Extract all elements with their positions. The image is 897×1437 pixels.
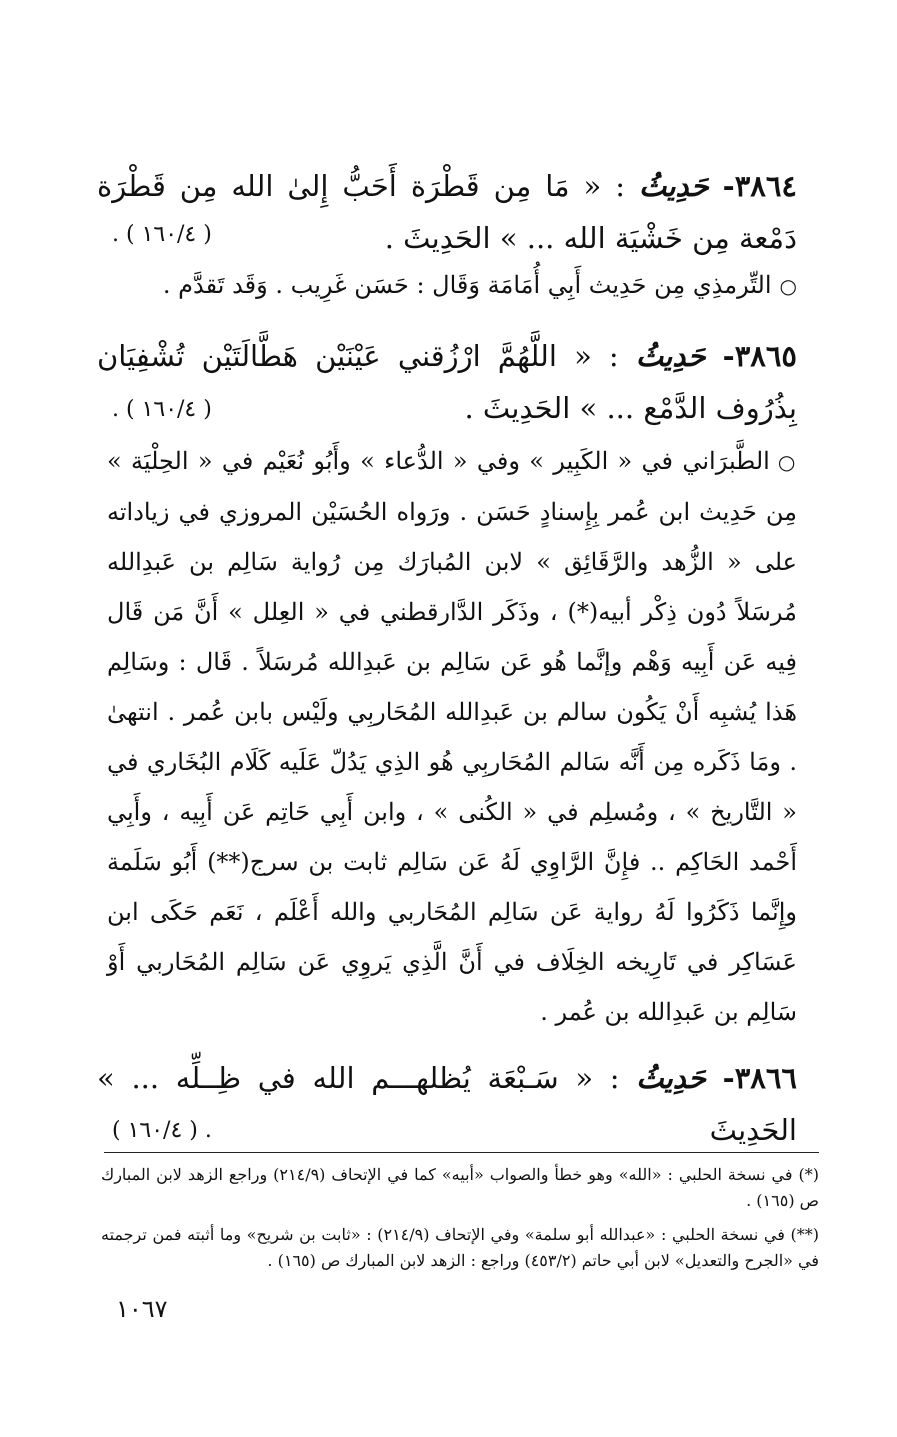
hadith-keyword: حَدِيثُ bbox=[636, 1061, 706, 1095]
page-number: ١٠٦٧ bbox=[116, 1295, 168, 1323]
hadith-text: : « سَـبْعَة يُظلهـــم الله في ظِــلِّه ... » الحَدِيثَ bbox=[97, 1061, 797, 1147]
commentary-3864 bbox=[107, 260, 797, 311]
entry-number: ٣٨٦٥- bbox=[722, 339, 798, 373]
entry-number: ٣٨٦٦- bbox=[722, 1061, 797, 1095]
commentary-text: الطَّبرَاني في « الكَبِير » وفي « الدُّعاء » وأَبُو نُعَيْم في « الحِلْيَة » مِن حَدِيث ابن عُمر بِإِسنادٍ حَسَن . ورَواه الحُسَيْن المروزي في زياداته على « الزُّهد والرَّقَائِق » لابن المُبارَك مِن رُواية سَالِم بن عَبدِالله مُرسَلاً دُون ذِكْر أبيه(*) ، وذَكَر الدَّارقطني في « العِلل » أَنَّ مَن قَال فِيه عَن أَبِيه وَهْم وإنَّما هُو عَن سَالِم بن عَبدِالله مُرسَلاً . قَال : وسَالِم هَذا يُشبِه أَنْ يَكُون سالم بن عَبدِالله المُحَاربِي ولَيْس بابن عُمر . انتهىٰ . ومَا ذَكَره مِن أَنَّه سَالم المُحَاربِي هُو الذِي يَدُلّ عَلَيه كَلَام البُخَاري في « التَّاريخ » ، ومُسلِم في « الكُنى » ، وابن أَبِي حَاتِم عَن أَبِيه ، وأَبِي أَحْمد الحَاكِم .. فإِنَّ الرَّاوِي لَهُ عَن سَالِم ثابت بن سرج(**) أَبُو سَلَمة وإِنَّما ذَكَرُوا لَهُ رواية عَن سَالِم المُحَاربي والله أَعْلَم ، نَعَم حَكَى ابن عَسَاكِر في تَارِيخه الخِلَاف في أَنَّ الَّذِي يَروِي عَن سَالِم المُحَاربي أَوْ سَالِم بن عَبدِالله بن عُمر . bbox=[107, 447, 797, 1026]
hadith-entry-3864 bbox=[97, 160, 797, 264]
hadith-keyword: حَدِيثُ bbox=[638, 169, 709, 203]
volume-page-ref: . ( ١٦٠/٤ ) bbox=[112, 1118, 212, 1143]
circle-bullet-icon: ○ bbox=[777, 450, 797, 474]
hadith-text: : « مَا مِن قَطْرَة أَحَبُّ إِلىٰ الله مِن قَطْرَة دَمْعة مِن خَشْيَة الله ... » الحَدِيثَ . bbox=[97, 169, 797, 255]
hadith-text: : « اللَّهُمَّ ارْزُقني عَيْنَيْن هَطَّالَتَيْن تُشْفِيَان بِذُرُوف الدَّمْع ... » الحَدِيثَ . bbox=[97, 339, 797, 425]
footnote-1: (*) في نسخة الحلبي : «الله» وهو خطأ والصواب «أبيه» كما في الإتحاف (٢١٤/٩) وراجع الزهد لابن المبارك ص (١٦٥) . bbox=[101, 1165, 819, 1210]
volume-page-ref: ( ١٦٠/٤ ) . bbox=[112, 397, 212, 422]
entry-number: ٣٨٦٤- bbox=[722, 169, 798, 203]
circle-bullet-icon: ○ bbox=[779, 274, 797, 298]
commentary-3865 bbox=[107, 436, 797, 1037]
commentary-text: التِّرمذِي مِن حَدِيث أَبِي أُمَامَة وَقَال : حَسَن غَرِيب . وَقَد تَقدَّم . bbox=[162, 271, 772, 299]
footnote-2: (**) في نسخة الحلبي : «عبدالله أبو سلمة» وفي الإتحاف (٢١٤/٩) : «ثابت بن شريح» وما أثبته فمن ترجمته في «الجرح والتعديل» لابن أبي حاتم (٤٥٣/٢) وراجع : الزهد لابن المبارك ص (١٦٥) . bbox=[101, 1225, 820, 1270]
hadith-keyword: حَدِيثُ bbox=[635, 339, 706, 373]
volume-page-ref: ( ١٦٠/٤ ) . bbox=[112, 222, 212, 247]
footnote-divider bbox=[104, 1152, 819, 1153]
